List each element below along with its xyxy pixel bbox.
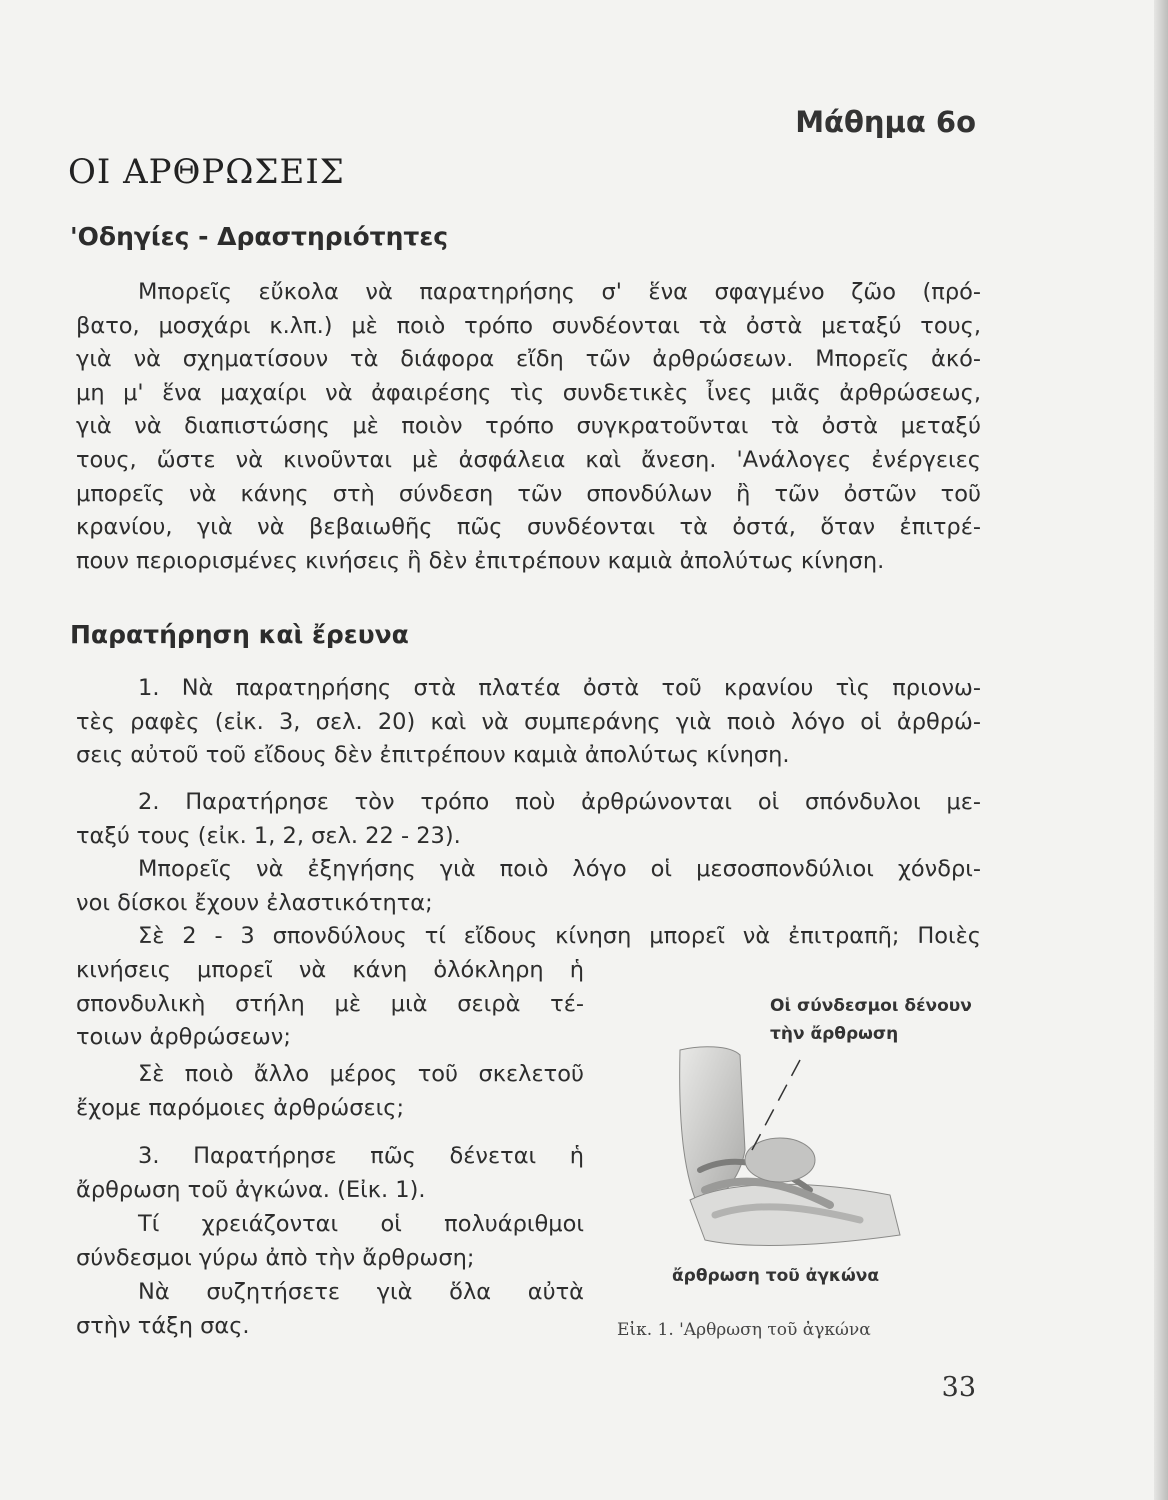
text-line: ἔχομε παρόμοιες ἀρθρώσεις; xyxy=(76,1094,405,1121)
text-line: γιὰ νὰ διαπιστώσης μὲ ποιὸν τρόπο συγκρατοῦνται τὰ ὀστὰ μεταξύ xyxy=(76,413,981,440)
question-4 xyxy=(76,1208,584,1275)
text-line: ταξύ τους (εἰκ. 1, 2, σελ. 22 - 23). xyxy=(76,822,461,849)
figure-label-ligaments: Οἱ σύνδεσμοι δένουν xyxy=(770,996,972,1016)
text-line: Μπορεῖς εὔκολα νὰ παρατηρήσης σ' ἕνα σφαγμένο ζῶο (πρό- xyxy=(138,279,981,305)
text-line: σεις αὐτοῦ τοῦ εἴδους δὲν ἐπιτρέπουν καμιὰ ἀπολύτως κίνηση. xyxy=(76,742,790,769)
text-line: μπορεῖς νὰ κάνης στὴ σύνδεση τῶν σπονδύλων ἢ τῶν ὀστῶν τοῦ xyxy=(76,480,981,507)
item-2 xyxy=(76,786,981,853)
figure-label-joint: ἄρθρωση τοῦ ἀγκώνα xyxy=(672,1266,880,1286)
figure-label-ligaments-2: τὴν ἄρθρωση xyxy=(770,1024,899,1044)
text-line: τὲς ραφὲς (εἰκ. 3, σελ. 20) καὶ νὰ συμπεράνης γιὰ ποιὸ λόγο οἱ ἀρθρώ- xyxy=(76,708,981,735)
page-edge-shadow xyxy=(1154,0,1168,1500)
text-line: 3. Παρατήρησε πῶς δένεται ἡ xyxy=(138,1143,584,1169)
text-line: κρανίου, γιὰ νὰ βεβαιωθῆς πῶς συνδέονται τὰ ὀστά, ὅταν ἐπιτρέ- xyxy=(76,514,981,541)
lesson-number: Μάθημα 6ο xyxy=(795,105,976,139)
text-line: κινήσεις μπορεῖ νὰ κάνη ὁλόκληρη ἡ xyxy=(76,957,584,983)
section-heading-instructions: 'Οδηγίες - Δραστηριότητες xyxy=(70,222,449,251)
text-line: νοι δίσκοι ἔχουν ἐλαστικότητα; xyxy=(76,889,433,916)
text-line: μη μ' ἕνα μαχαίρι νὰ ἀφαιρέσης τὶς συνδετικὲς ἶνες μιᾶς ἀρθρώσεως, xyxy=(76,379,981,406)
item-1 xyxy=(76,672,981,773)
elbow-joint-illustration xyxy=(660,1030,940,1260)
question-5 xyxy=(76,1276,584,1343)
question-1 xyxy=(76,853,981,920)
text-line: γιὰ νὰ σχηματίσουν τὰ διάφορα εἴδη τῶν ἀρθρώσεων. Μπορεῖς ἀκό- xyxy=(76,346,981,373)
question-2-continued xyxy=(76,954,584,1055)
text-line: σύνδεσμοι γύρω ἀπὸ τὴν ἄρθρωση; xyxy=(76,1244,475,1271)
text-line: σπονδυλικὴ στήλη μὲ μιὰ σειρὰ τέ- xyxy=(76,990,584,1017)
text-line: στὴν τάξη σας. xyxy=(76,1312,250,1339)
section-heading-observation: Παρατήρηση καὶ ἔρευνα xyxy=(70,620,409,649)
text-line: Νὰ συζητήσετε γιὰ ὅλα αὐτὰ xyxy=(138,1279,584,1305)
text-line: πουν περιορισμένες κινήσεις ἢ δὲν ἐπιτρέπουν καμιὰ ἀπολύτως κίνηση. xyxy=(76,547,885,574)
question-2 xyxy=(76,920,981,954)
text-line: βατο, μοσχάρι κ.λπ.) μὲ ποιὸ τρόπο συνδέονται τὰ ὀστὰ μεταξύ τους, xyxy=(76,312,981,339)
item-3 xyxy=(76,1140,584,1207)
instructions-paragraph xyxy=(76,276,981,578)
text-line: ἄρθρωση τοῦ ἀγκώνα. (Εἰκ. 1). xyxy=(76,1176,426,1203)
page-title: ΟΙ ΑΡΘΡΩΣΕΙΣ xyxy=(68,152,345,192)
figure-caption: Εἰκ. 1. 'Αρθρωση τοῦ ἀγκώνα xyxy=(617,1320,871,1340)
text-line: Σὲ ποιὸ ἄλλο μέρος τοῦ σκελετοῦ xyxy=(138,1061,584,1087)
page-number: 33 xyxy=(941,1372,976,1403)
text-line: Τί χρειάζονται οἱ πολυάριθμοι xyxy=(138,1211,584,1237)
text-line: 1. Νὰ παρατηρήσης στὰ πλατέα ὀστὰ τοῦ κρανίου τὶς πριονω- xyxy=(138,675,981,701)
text-line: Μπορεῖς νὰ ἐξηγήσης γιὰ ποιὸ λόγο οἱ μεσοσπονδύλιοι χόνδρι- xyxy=(138,856,981,882)
text-line: τοιων ἀρθρώσεων; xyxy=(76,1024,291,1051)
text-line: τους, ὥστε νὰ κινοῦνται μὲ ἀσφάλεια καὶ ἄνεση. 'Ανάλογες ἐνέργειες xyxy=(76,446,981,473)
question-3 xyxy=(76,1058,584,1125)
text-line: 2. Παρατήρησε τὸν τρόπο ποὺ ἀρθρώνονται οἱ σπόνδυλοι με- xyxy=(138,789,981,815)
text-line: Σὲ 2 - 3 σπονδύλους τί εἴδους κίνηση μπορεῖ νὰ ἐπιτραπῆ; Ποιὲς xyxy=(138,923,981,949)
